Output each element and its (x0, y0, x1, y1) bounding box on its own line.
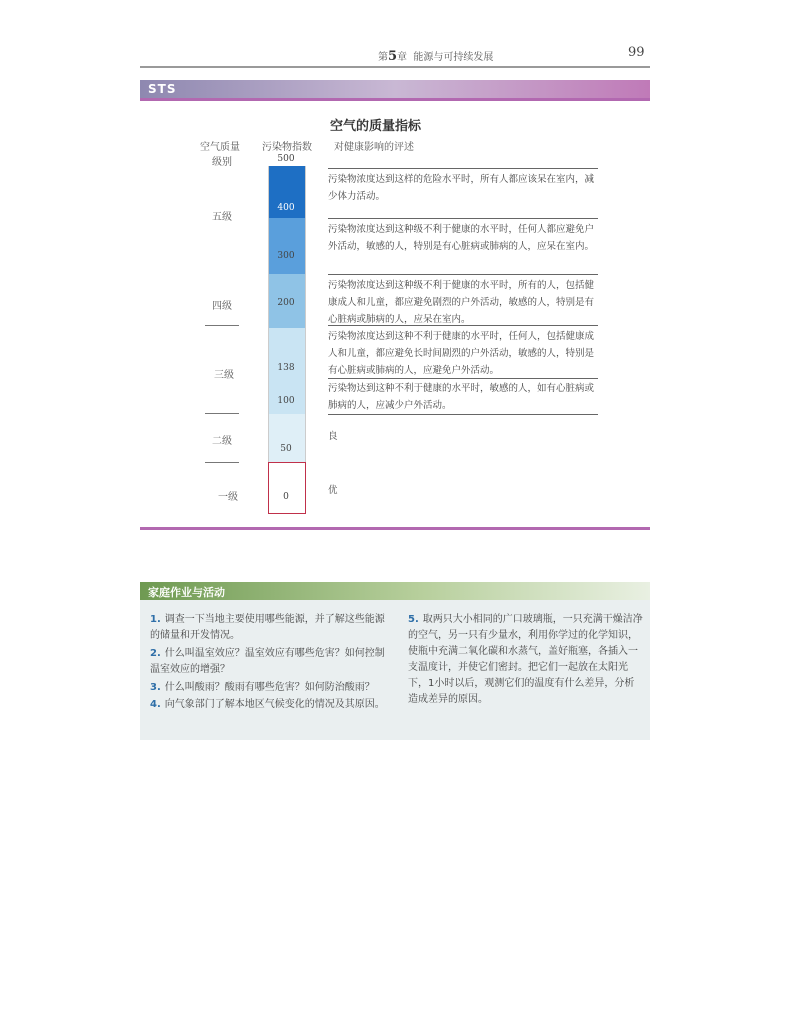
page-number: 99 (628, 45, 645, 60)
table-title: 空气的质量指标 (330, 119, 422, 134)
tick-400: 400 (277, 203, 295, 213)
homework-heading: 家庭作业与活动 (148, 586, 225, 599)
bar-segment-1 (268, 462, 306, 514)
tick-100: 100 (277, 396, 295, 406)
tick-0: 0 (283, 492, 289, 502)
description-level-2: 良 (328, 431, 338, 442)
description-rule (328, 218, 598, 219)
description-rule (328, 325, 598, 326)
level-separator (205, 325, 239, 326)
homework-item-3: 3. 什么叫酸雨？酸雨有哪些危害？如何防治酸雨？ (150, 682, 375, 693)
level-label-1: 一级 (218, 492, 238, 503)
description-rule (328, 414, 598, 415)
sts-divider (140, 98, 650, 101)
tick-200: 200 (277, 298, 295, 308)
bar-segment-5b (268, 218, 306, 274)
sts-section-bar (140, 80, 650, 100)
tick-300: 300 (277, 251, 295, 261)
col-header-evaluation: 对健康影响的评述 (334, 142, 414, 153)
level-label-5: 五级 (212, 212, 232, 223)
bar-segment-2 (268, 414, 306, 462)
header-rule (140, 66, 650, 68)
tick-50: 50 (280, 444, 292, 454)
description-level-4: 污染物浓度达到这种级不利于健康的水平时，所有的人，包括健康成人和儿童，都应避免剧烈的户外活动，敏感的人，特别是有心脏病或肺病的人，应呆在室内。 (328, 280, 595, 325)
col-header-level-line1: 空气质量 (200, 142, 240, 153)
homework-item-1: 1. 调查一下当地主要使用哪些能源，并了解这些能源的储量和开发情况。 (150, 614, 385, 641)
col-header-index: 污染物指数 (262, 142, 312, 153)
col-header-level-line2: 级别 (212, 157, 232, 168)
tick-138: 138 (277, 363, 295, 373)
description-level-3b: 污染物达到这种不利于健康的水平时，敏感的人，如有心脏病或肺病的人，应减少户外活动。 (328, 383, 595, 411)
description-level-1: 优 (328, 485, 338, 496)
level-label-3: 三级 (214, 370, 234, 381)
running-header-chapter: 第5章 能源与可持续发展 (378, 49, 494, 64)
sts-tag: STS (148, 82, 177, 96)
sts-bottom-divider (140, 527, 650, 530)
homework-item-4: 4. 向气象部门了解本地区气候变化的情况及其原因。 (150, 699, 385, 710)
level-label-4: 四级 (212, 301, 232, 312)
description-rule (328, 274, 598, 275)
description-level-5a: 污染物浓度达到这样的危险水平时，所有人都应该呆在室内，减少体力活动。 (328, 174, 595, 202)
homework-item-5: 5. 取两只大小相同的广口玻璃瓶，一只充满干燥洁净的空气，另一只有少量水，利用你学过的化学知识，使瓶中充满二氧化碳和水蒸气，盖好瓶塞，各插入一支温度计，并使它们密封。把它们一起放在太阳光下，1小时以后，观测它们的温度有什么差异，分析造成差异的原因。 (408, 614, 643, 705)
description-level-5b: 污染物浓度达到这种级不利于健康的水平时，任何人都应避免户外活动，敏感的人，特别是有心脏病或肺病的人，应呆在室内。 (328, 224, 595, 252)
description-level-3a: 污染物浓度达到这种不利于健康的水平时，任何人，包括健康成人和儿童，都应避免长时间剧烈的户外活动，敏感的人，特别是有心脏病或肺病的人，应避免户外活动。 (328, 331, 595, 376)
homework-heading-bar (140, 582, 650, 600)
level-label-2: 二级 (212, 436, 232, 447)
description-rule (328, 168, 598, 169)
description-rule (328, 378, 598, 379)
level-separator (205, 413, 239, 414)
tick-500: 500 (277, 154, 295, 164)
level-separator (205, 462, 239, 463)
homework-item-2: 2. 什么叫温室效应？温室效应有哪些危害？如何控制温室效应的增强？ (150, 648, 385, 675)
